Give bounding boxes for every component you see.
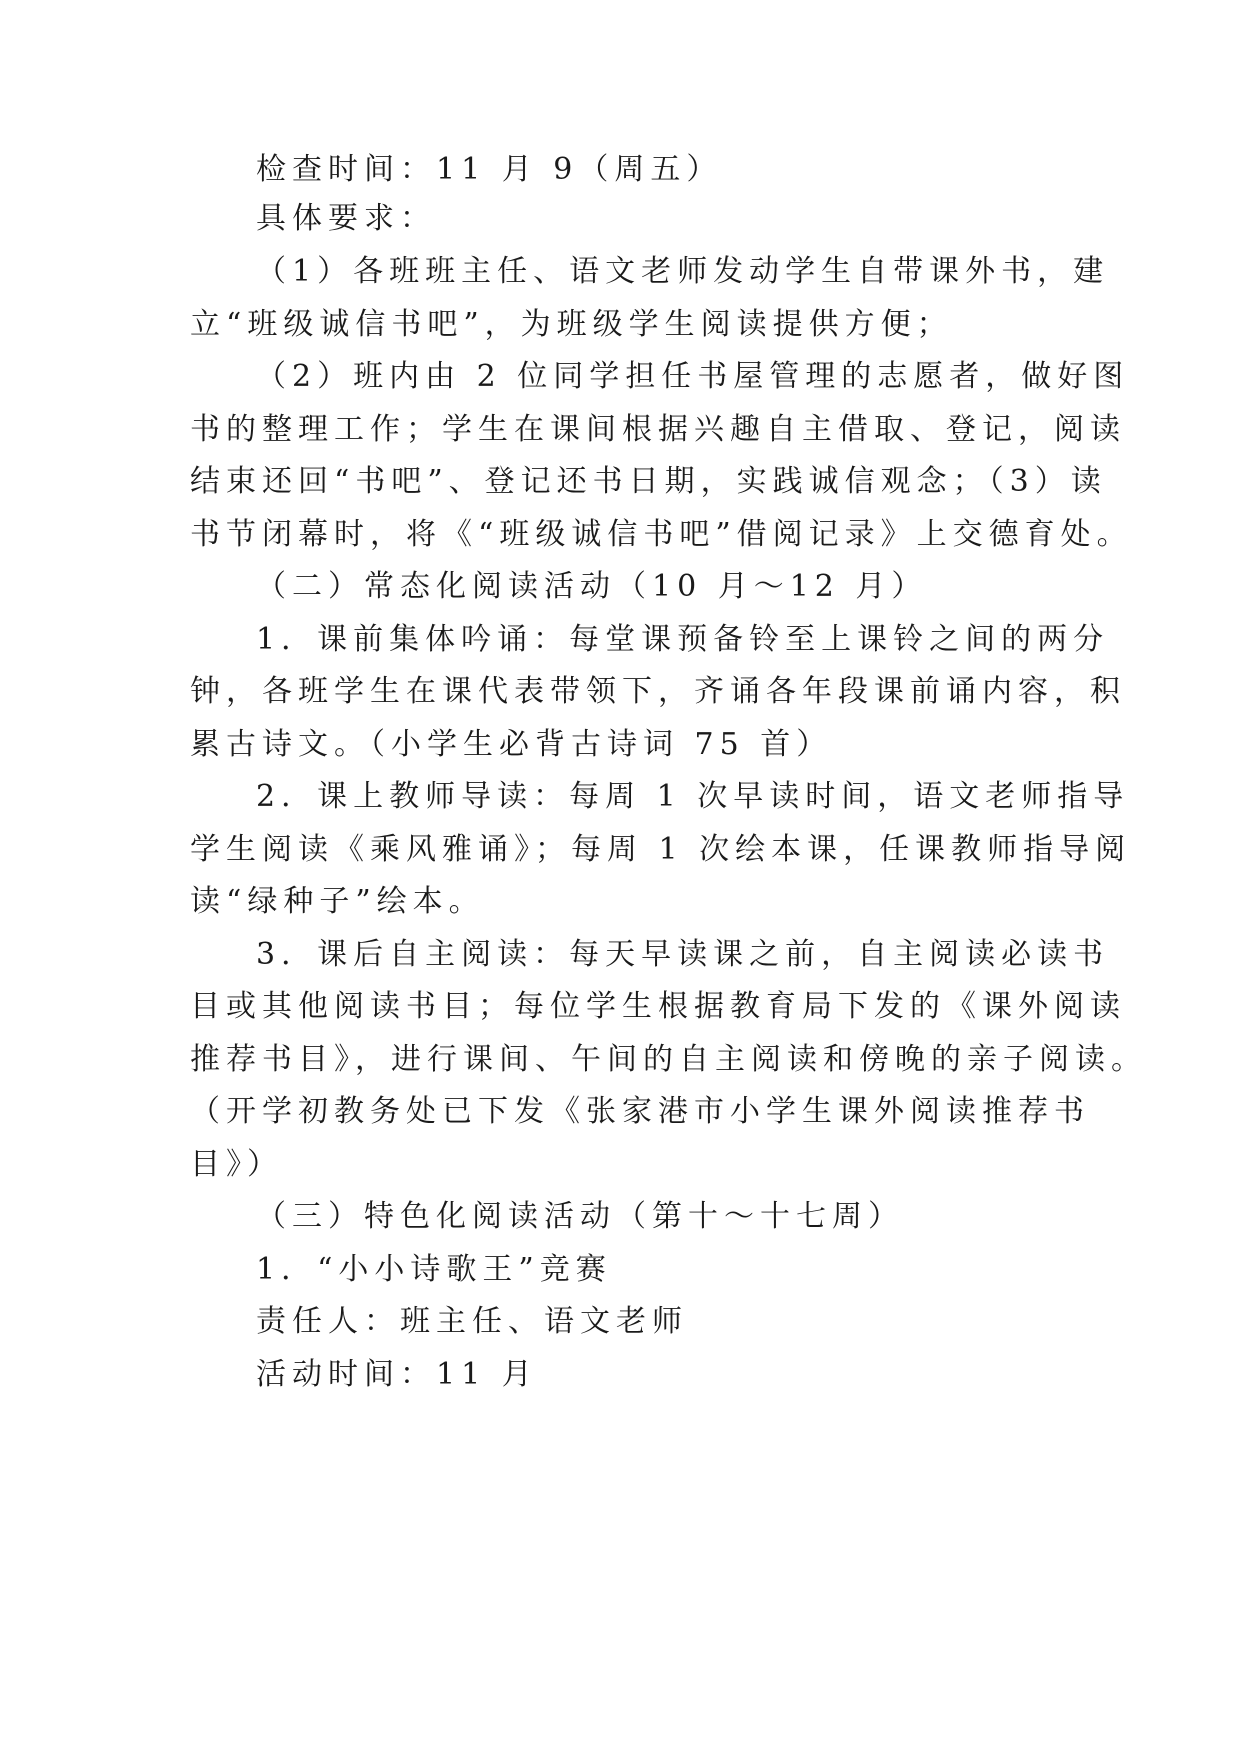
paragraph-line: 学生阅读《乘风雅诵》；每周 1 次绘本课，任课教师指导阅 <box>190 832 1132 867</box>
responsible-person-line: 责任人：班主任、语文老师 <box>256 1304 688 1339</box>
paragraph-line: 1．课前集体吟诵：每堂课预备铃至上课铃之间的两分 <box>256 622 1110 657</box>
requirements-heading: 具体要求： <box>256 201 436 236</box>
paragraph-line: 读“绿种子”绘本。 <box>190 884 485 919</box>
paragraph-line: （开学初教务处已下发《张家港市小学生课外阅读推荐书 <box>190 1094 1090 1129</box>
inspection-time-line: 检查时间：11 月 9（周五） <box>256 152 723 187</box>
section-heading: （三）特色化阅读活动（第十～十七周） <box>256 1199 904 1234</box>
paragraph-line: 推荐书目》，进行课间、午间的自主阅读和傍晚的亲子阅读。 <box>190 1042 1147 1077</box>
section-heading: （二）常态化阅读活动（10 月～12 月） <box>256 569 928 604</box>
paragraph-line: 2．课上教师导读：每周 1 次早读时间，语文老师指导 <box>256 779 1130 814</box>
paragraph-line: （2）班内由 2 位同学担任书屋管理的志愿者，做好图 <box>256 359 1130 394</box>
paragraph-line: 书节闭幕时，将《“班级诚信书吧”借阅记录》上交德育处。 <box>190 517 1133 552</box>
paragraph-line: 书的整理工作；学生在课间根据兴趣自主借取、登记，阅读 <box>190 412 1126 447</box>
paragraph-line: 目或其他阅读书目；每位学生根据教育局下发的《课外阅读 <box>190 989 1126 1024</box>
paragraph-line: 目》） <box>190 1147 283 1182</box>
paragraph-line: 累古诗文。（小学生必背古诗词 75 首） <box>190 727 833 762</box>
paragraph-line: 立“班级诚信书吧”，为班级学生阅读提供方便； <box>190 307 953 342</box>
paragraph-line: 结束还回“书吧”、登记还书日期，实践诚信观念；（3）读 <box>190 464 1107 499</box>
subsection-heading: 1．“小小诗歌王”竞赛 <box>256 1252 612 1287</box>
paragraph-line: 钟，各班学生在课代表带领下，齐诵各年段课前诵内容，积 <box>190 674 1126 709</box>
paragraph-line: 3．课后自主阅读：每天早读课之前，自主阅读必读书 <box>256 937 1110 972</box>
activity-time-line: 活动时间：11 月 <box>256 1357 538 1392</box>
paragraph-line: （1）各班班主任、语文老师发动学生自带课外书，建 <box>256 254 1110 289</box>
